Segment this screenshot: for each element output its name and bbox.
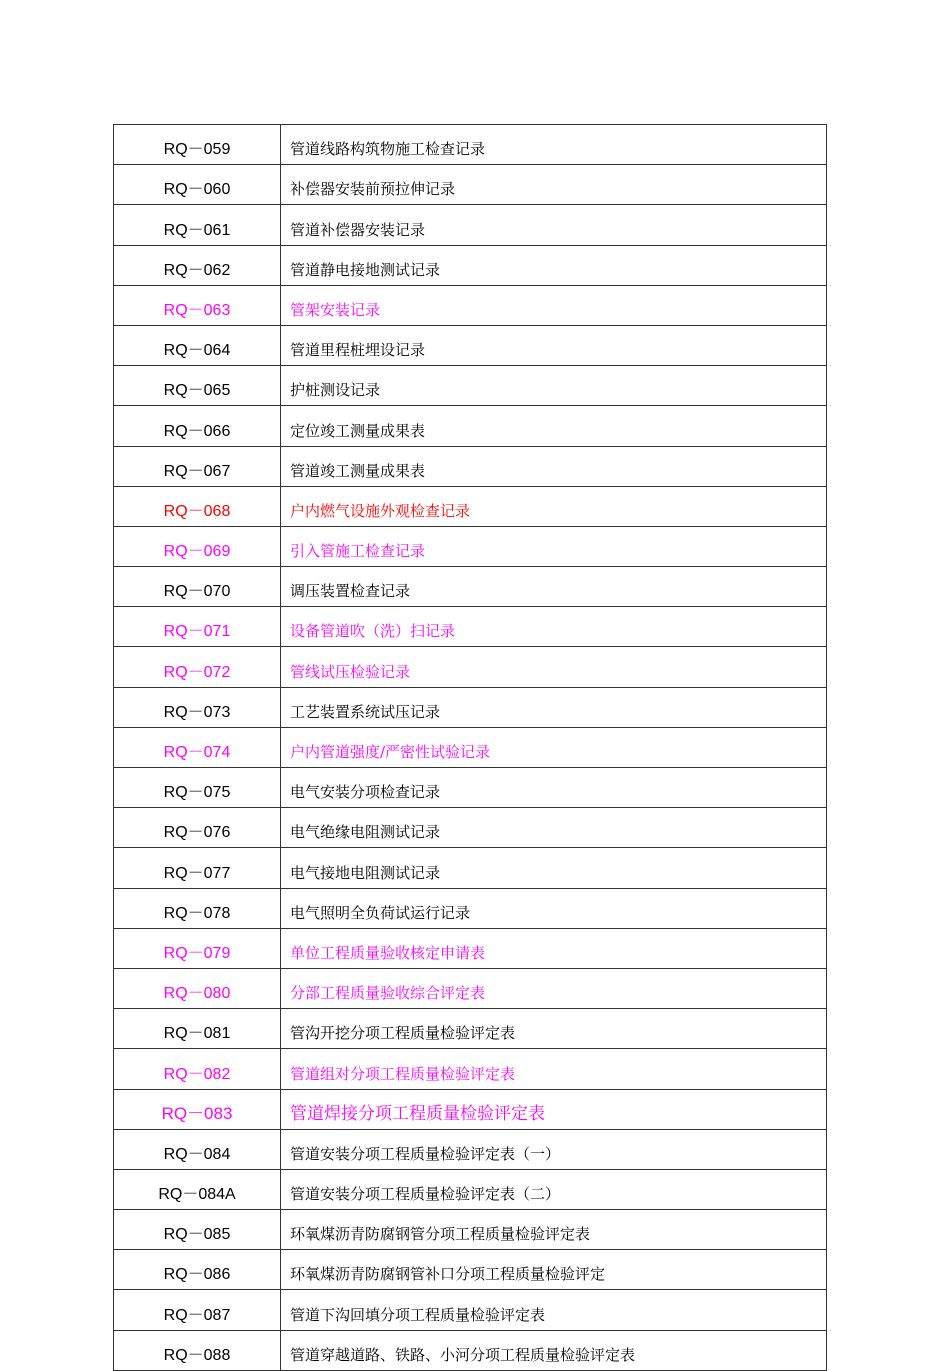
table-row	[114, 647, 827, 687]
record-code-cell: RQ－071	[114, 607, 281, 647]
record-name-cell: 环氧煤沥青防腐钢管分项工程质量检验评定表	[281, 1210, 827, 1250]
record-name-cell: 管沟开挖分项工程质量检验评定表	[281, 1009, 827, 1049]
record-code-cell: RQ－087	[114, 1290, 281, 1330]
record-name-cell: 调压装置检查记录	[281, 567, 827, 607]
table-row	[114, 526, 827, 566]
record-code-cell: RQ－086	[114, 1250, 281, 1290]
record-name-cell: 分部工程质量验收综合评定表	[281, 968, 827, 1008]
table-row	[114, 325, 827, 365]
record-name-cell: 单位工程质量验收核定申请表	[281, 928, 827, 968]
table-row	[114, 1169, 827, 1209]
record-code-cell: RQ－079	[114, 928, 281, 968]
record-code-cell: RQ－076	[114, 808, 281, 848]
record-name-cell: 工艺装置系统试压记录	[281, 687, 827, 727]
table-row	[114, 607, 827, 647]
table-row	[114, 1089, 827, 1129]
table-row	[114, 205, 827, 245]
table-row	[114, 486, 827, 526]
record-name-cell: 电气绝缘电阻测试记录	[281, 808, 827, 848]
record-code-cell: RQ－084A	[114, 1169, 281, 1209]
record-name-cell: 管道里程桩埋设记录	[281, 325, 827, 365]
table-row	[114, 245, 827, 285]
record-code-cell: RQ－085	[114, 1210, 281, 1250]
record-name-cell: 管道下沟回填分项工程质量检验评定表	[281, 1290, 827, 1330]
table-row	[114, 1210, 827, 1250]
table-row	[114, 285, 827, 325]
record-code-cell: RQ－061	[114, 205, 281, 245]
record-code-cell: RQ－066	[114, 406, 281, 446]
table-row	[114, 888, 827, 928]
record-code-cell: RQ－065	[114, 366, 281, 406]
record-name-cell: 管道补偿器安装记录	[281, 205, 827, 245]
record-code-cell: RQ－077	[114, 848, 281, 888]
table-row	[114, 165, 827, 205]
record-code-cell: RQ－080	[114, 968, 281, 1008]
table-row	[114, 366, 827, 406]
table-row	[114, 1290, 827, 1330]
record-code-cell: RQ－063	[114, 285, 281, 325]
table-row	[114, 687, 827, 727]
record-code-cell: RQ－075	[114, 768, 281, 808]
record-name-cell: 管架安装记录	[281, 285, 827, 325]
table-row	[114, 406, 827, 446]
record-name-cell: 补偿器安装前预拉伸记录	[281, 165, 827, 205]
record-code-cell: RQ－060	[114, 165, 281, 205]
record-name-cell: 电气安装分项检查记录	[281, 768, 827, 808]
table-row	[114, 968, 827, 1008]
record-name-cell: 护桩测设记录	[281, 366, 827, 406]
record-code-cell: RQ－082	[114, 1049, 281, 1089]
record-code-cell: RQ－072	[114, 647, 281, 687]
table-row	[114, 1129, 827, 1169]
record-name-cell: 管道安装分项工程质量检验评定表（二）	[281, 1169, 827, 1209]
record-name-cell: 管道竣工测量成果表	[281, 446, 827, 486]
record-code-cell: RQ－073	[114, 687, 281, 727]
record-name-cell: 定位竣工测量成果表	[281, 406, 827, 446]
record-name-cell: 引入管施工检查记录	[281, 526, 827, 566]
record-name-cell: 电气照明全负荷试运行记录	[281, 888, 827, 928]
record-code-cell: RQ－078	[114, 888, 281, 928]
record-index-table-body	[114, 125, 827, 1371]
record-code-cell: RQ－064	[114, 325, 281, 365]
table-row	[114, 1049, 827, 1089]
table-row	[114, 928, 827, 968]
record-name-cell: 电气接地电阻测试记录	[281, 848, 827, 888]
table-row	[114, 848, 827, 888]
record-code-cell: RQ－084	[114, 1129, 281, 1169]
record-name-cell: 设备管道吹（洗）扫记录	[281, 607, 827, 647]
record-index-table	[113, 124, 827, 1371]
table-row	[114, 446, 827, 486]
table-row	[114, 125, 827, 165]
table-row	[114, 808, 827, 848]
record-code-cell: RQ－081	[114, 1009, 281, 1049]
record-name-cell: 管道静电接地测试记录	[281, 245, 827, 285]
record-code-cell: RQ－062	[114, 245, 281, 285]
table-row	[114, 1250, 827, 1290]
table-row	[114, 1330, 827, 1370]
table-row	[114, 727, 827, 767]
record-code-cell: RQ－088	[114, 1330, 281, 1370]
table-row	[114, 567, 827, 607]
record-name-cell: 管道安装分项工程质量检验评定表（一）	[281, 1129, 827, 1169]
record-name-cell: 环氧煤沥青防腐钢管补口分项工程质量检验评定	[281, 1250, 827, 1290]
table-row	[114, 768, 827, 808]
record-name-cell: 户内管道强度/严密性试验记录	[281, 727, 827, 767]
record-name-cell: 管线试压检验记录	[281, 647, 827, 687]
record-name-cell: 管道穿越道路、铁路、小河分项工程质量检验评定表	[281, 1330, 827, 1370]
record-code-cell: RQ－069	[114, 526, 281, 566]
record-name-cell: 户内燃气设施外观检查记录	[281, 486, 827, 526]
record-name-cell: 管道组对分项工程质量检验评定表	[281, 1049, 827, 1089]
table-row	[114, 1009, 827, 1049]
record-code-cell: RQ－068	[114, 486, 281, 526]
record-code-cell: RQ－070	[114, 567, 281, 607]
record-code-cell: RQ－059	[114, 125, 281, 165]
record-code-cell: RQ－074	[114, 727, 281, 767]
record-code-cell: RQ－083	[114, 1089, 281, 1129]
record-code-cell: RQ－067	[114, 446, 281, 486]
record-name-cell: 管道焊接分项工程质量检验评定表	[281, 1089, 827, 1129]
record-name-cell: 管道线路构筑物施工检查记录	[281, 125, 827, 165]
